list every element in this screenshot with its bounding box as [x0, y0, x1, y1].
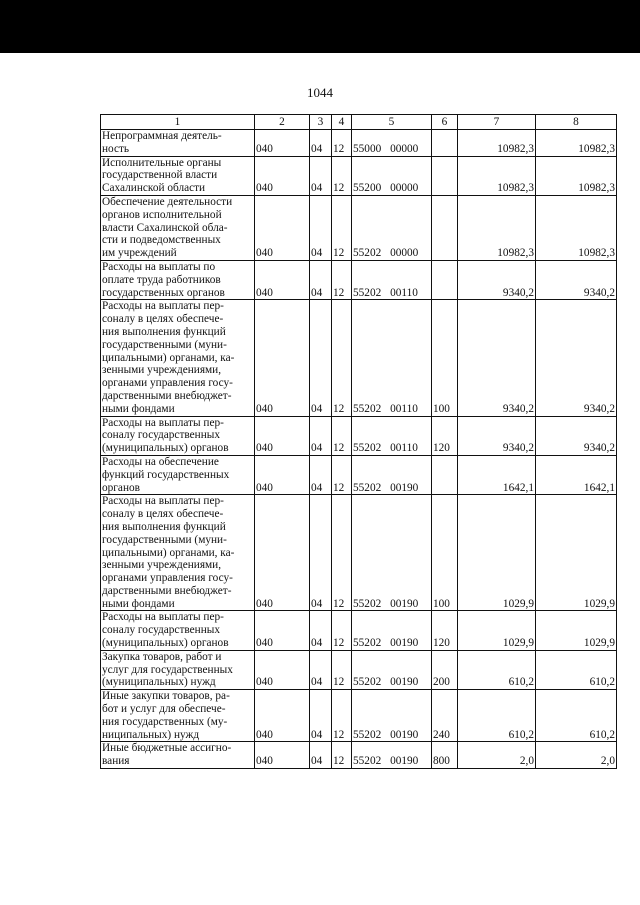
subsection-cell: 12	[332, 195, 352, 260]
item-name-line: ципальными) органами, ка-	[102, 546, 235, 559]
header-row	[101, 115, 617, 130]
item-name-line: дарственными внебюджет-	[102, 389, 232, 402]
item-name-cell	[101, 300, 255, 416]
item-name-line: ния выполнения функций	[102, 520, 226, 533]
section-cell: 04	[310, 300, 332, 416]
target-item-cell: 55202 00000	[352, 195, 432, 260]
amount-col8-cell: 9340,2	[536, 260, 617, 299]
scan-top-border	[0, 0, 640, 53]
code-cell: 040	[255, 300, 310, 416]
amount-col7-cell: 10982,3	[458, 156, 536, 195]
item-name-line: ность	[102, 142, 130, 155]
column-header: 7	[458, 115, 536, 130]
item-name-line: ными фондами	[102, 597, 175, 610]
table-row	[101, 742, 617, 769]
item-name-line: Расходы на обеспечение	[102, 455, 219, 468]
section-cell: 04	[310, 260, 332, 299]
item-name-line: (муниципальных) нужд	[102, 676, 216, 689]
item-name-line: государственными (муни-	[102, 338, 227, 351]
section-cell: 04	[310, 156, 332, 195]
item-name-line: соналу государственных	[102, 624, 220, 637]
item-name-line: Расходы на выплаты пер-	[102, 611, 224, 624]
column-header: 2	[255, 115, 310, 130]
expense-type-cell	[432, 156, 458, 195]
expense-type-cell	[432, 195, 458, 260]
target-item-cell: 55200 00000	[352, 156, 432, 195]
item-name-cell	[101, 260, 255, 299]
target-item-cell: 55202 00110	[352, 416, 432, 455]
table-row	[101, 690, 617, 742]
item-name-line: ниципальных) нужд	[102, 728, 200, 741]
item-name-cell	[101, 742, 255, 769]
column-header: 3	[310, 115, 332, 130]
column-header: 5	[352, 115, 432, 130]
target-item-cell: 55202 00190	[352, 690, 432, 742]
target-item-cell: 55000 00000	[352, 130, 432, 157]
amount-col8-cell: 10982,3	[536, 156, 617, 195]
item-name-line: ния государственных (му-	[102, 715, 228, 728]
item-name-line: Расходы на выплаты по	[102, 260, 216, 273]
page-number: 1044	[307, 85, 333, 100]
table-row	[101, 455, 617, 494]
item-name-line: Закупка товаров, работ и	[102, 650, 222, 663]
amount-col8-cell: 2,0	[536, 742, 617, 769]
item-name-cell	[101, 690, 255, 742]
subsection-cell: 12	[332, 130, 352, 157]
item-name-cell	[101, 455, 255, 494]
expense-type-cell: 120	[432, 416, 458, 455]
item-name-line: оплате труда работников	[102, 273, 221, 286]
item-name-line: сти и подведомственных	[102, 234, 221, 247]
expense-type-cell: 240	[432, 690, 458, 742]
item-name-line: (муниципальных) органов	[102, 442, 229, 455]
item-name-line: вания	[102, 755, 130, 768]
subsection-cell: 12	[332, 742, 352, 769]
item-name-line: Расходы на выплаты пер-	[102, 300, 224, 313]
item-name-line: ными фондами	[102, 402, 175, 415]
section-cell: 04	[310, 742, 332, 769]
amount-col8-cell: 1642,1	[536, 455, 617, 494]
amount-col7-cell: 9340,2	[458, 416, 536, 455]
column-header: 4	[332, 115, 352, 130]
column-header: 6	[432, 115, 458, 130]
section-cell: 04	[310, 650, 332, 689]
amount-col7-cell: 10982,3	[458, 195, 536, 260]
table-row	[101, 260, 617, 299]
item-name-line: зенными учреждениями,	[102, 364, 222, 377]
subsection-cell: 12	[332, 690, 352, 742]
amount-col8-cell: 9340,2	[536, 416, 617, 455]
item-name-line: соналу государственных	[102, 429, 220, 442]
code-cell: 040	[255, 195, 310, 260]
amount-col8-cell: 610,2	[536, 650, 617, 689]
subsection-cell: 12	[332, 156, 352, 195]
section-cell: 04	[310, 416, 332, 455]
item-name-line: функций государственных	[102, 468, 230, 481]
item-name-cell	[101, 416, 255, 455]
item-name-line: зенными учреждениями,	[102, 559, 222, 572]
amount-col7-cell: 610,2	[458, 690, 536, 742]
amount-col7-cell: 1029,9	[458, 495, 536, 611]
item-name-line: соналу в целях обеспече-	[102, 508, 224, 521]
item-name-line: Непрограммная деятель-	[102, 130, 222, 142]
code-cell: 040	[255, 742, 310, 769]
target-item-cell: 55202 00110	[352, 260, 432, 299]
item-name-cell	[101, 195, 255, 260]
item-name-line: услуг для государственных	[102, 663, 233, 676]
amount-col7-cell: 1642,1	[458, 455, 536, 494]
item-name-cell	[101, 650, 255, 689]
amount-col8-cell: 1029,9	[536, 495, 617, 611]
table-row	[101, 495, 617, 611]
table-row	[101, 416, 617, 455]
amount-col7-cell: 2,0	[458, 742, 536, 769]
subsection-cell: 12	[332, 650, 352, 689]
item-name-line: государственных органов	[102, 286, 225, 299]
column-header: 8	[536, 115, 617, 130]
item-name-line: Исполнительные органы	[102, 156, 222, 169]
section-cell: 04	[310, 455, 332, 494]
amount-col8-cell: 610,2	[536, 690, 617, 742]
subsection-cell: 12	[332, 455, 352, 494]
subsection-cell: 12	[332, 611, 352, 650]
subsection-cell: 12	[332, 260, 352, 299]
expense-type-cell: 120	[432, 611, 458, 650]
item-name-line: ния выполнения функций	[102, 325, 226, 338]
item-name-line: соналу в целях обеспече-	[102, 313, 224, 326]
amount-col7-cell: 610,2	[458, 650, 536, 689]
subsection-cell: 12	[332, 495, 352, 611]
expense-type-cell	[432, 130, 458, 157]
code-cell: 040	[255, 650, 310, 689]
table-row	[101, 611, 617, 650]
code-cell: 040	[255, 690, 310, 742]
item-name-cell	[101, 495, 255, 611]
item-name-line: Сахалинской области	[102, 182, 206, 195]
item-name-line: (муниципальных) органов	[102, 637, 229, 650]
amount-col8-cell: 9340,2	[536, 300, 617, 416]
section-cell: 04	[310, 495, 332, 611]
item-name-line: органов исполнительной	[102, 208, 222, 221]
table-row	[101, 650, 617, 689]
item-name-line: государственными (муни-	[102, 533, 227, 546]
item-name-cell	[101, 156, 255, 195]
table-row	[101, 156, 617, 195]
expense-type-cell: 100	[432, 300, 458, 416]
code-cell: 040	[255, 611, 310, 650]
target-item-cell: 55202 00190	[352, 611, 432, 650]
subsection-cell: 12	[332, 416, 352, 455]
item-name-line: Иные бюджетные ассигно-	[102, 742, 232, 755]
item-name-cell	[101, 611, 255, 650]
table-row	[101, 195, 617, 260]
code-cell: 040	[255, 416, 310, 455]
target-item-cell: 55202 00110	[352, 300, 432, 416]
item-name-line: бот и услуг для обеспече-	[102, 703, 226, 716]
code-cell: 040	[255, 156, 310, 195]
table-row	[101, 300, 617, 416]
code-cell: 040	[255, 130, 310, 157]
column-header: 1	[101, 115, 255, 130]
amount-col7-cell: 1029,9	[458, 611, 536, 650]
item-name-line: органов	[102, 481, 140, 494]
amount-col7-cell: 9340,2	[458, 260, 536, 299]
target-item-cell: 55202 00190	[352, 455, 432, 494]
expense-type-cell: 200	[432, 650, 458, 689]
budget-table	[100, 114, 617, 769]
section-cell: 04	[310, 690, 332, 742]
target-item-cell: 55202 00190	[352, 495, 432, 611]
item-name-line: дарственными внебюджет-	[102, 584, 232, 597]
code-cell: 040	[255, 495, 310, 611]
target-item-cell: 55202 00190	[352, 650, 432, 689]
item-name-line: Обеспечение деятельности	[102, 195, 233, 208]
item-name-line: Расходы на выплаты пер-	[102, 495, 224, 508]
section-cell: 04	[310, 195, 332, 260]
subsection-cell: 12	[332, 300, 352, 416]
item-name-line: Иные закупки товаров, ра-	[102, 690, 230, 703]
target-item-cell: 55202 00190	[352, 742, 432, 769]
item-name-line: им учреждений	[102, 247, 177, 260]
item-name-line: органами управления госу-	[102, 377, 233, 390]
table-row	[101, 130, 617, 157]
item-name-line: органами управления госу-	[102, 572, 233, 585]
item-name-line: власти Сахалинской обла-	[102, 221, 228, 234]
amount-col8-cell: 10982,3	[536, 130, 617, 157]
expense-type-cell: 100	[432, 495, 458, 611]
item-name-line: государственной власти	[102, 169, 218, 182]
amount-col8-cell: 10982,3	[536, 195, 617, 260]
item-name-line: Расходы на выплаты пер-	[102, 416, 224, 429]
section-cell: 04	[310, 130, 332, 157]
amount-col7-cell: 9340,2	[458, 300, 536, 416]
amount-col7-cell: 10982,3	[458, 130, 536, 157]
item-name-line: ципальными) органами, ка-	[102, 351, 235, 364]
code-cell: 040	[255, 455, 310, 494]
item-name-cell	[101, 130, 255, 157]
code-cell: 040	[255, 260, 310, 299]
expense-type-cell	[432, 455, 458, 494]
amount-col8-cell: 1029,9	[536, 611, 617, 650]
expense-type-cell	[432, 260, 458, 299]
section-cell: 04	[310, 611, 332, 650]
expense-type-cell: 800	[432, 742, 458, 769]
